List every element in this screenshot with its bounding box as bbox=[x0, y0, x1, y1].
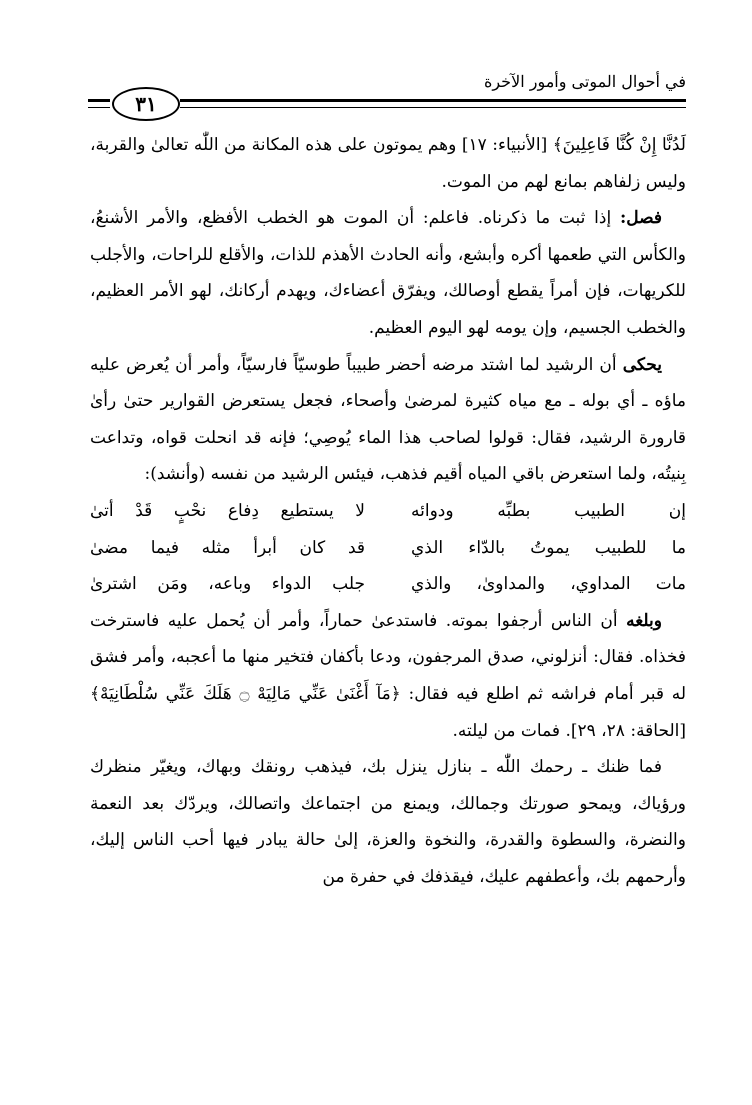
paragraph-4-text: أن الناس أرجفوا بموته. فاستدعىٰ حماراً، وأمر أن يُحمل عليه فاسترخت فخذاه. فقال: أنزلوني، صدق المرجفون، ودعا بأكفان فتخير منها ما أعجبه، وأمر فشق له قبر أمام فراشه ثم اطلع فيه فقال: ﴿مَآ أَغْنَىٰ عَنِّي مَالِيَهْ ۝ هَلَكَ عَنِّي سُلْطَانِيَهْ﴾ [الحاقة: ٢٨، ٢٩]. فمات من ليلته. bbox=[90, 610, 686, 741]
page-header bbox=[88, 62, 686, 122]
running-title: في أحوال الموتى وأمور الآخرة bbox=[483, 72, 686, 91]
section-label: فصل: bbox=[619, 208, 662, 229]
poem-hemistich-first: إن الطبيب بطبِّه ودوائه bbox=[411, 500, 686, 521]
poem-verse bbox=[90, 530, 686, 567]
paragraph-5: فما ظنك ـ رحمك اللّٰه ـ بنازل ينزل بك، فيذهب رونقك وبهاك، ويغيّر منظرك ورؤياك، ويمحو صورتك وجمالك، ويمنع من اجتماعك واتصالك، ويردّك بعد النعمة والنضرة، والسطوة والقدرة، والنخوة والعزة، إلىٰ حالة يبادر فيها أحب الناس إليك، وأرحمهم بك، وأعطفهم عليك، فيقذفك في حفرة من bbox=[90, 757, 686, 887]
header-rule-left bbox=[88, 99, 110, 108]
poem-hemistich-second: لا يستطيع دِفاع نحْبٍ قَدْ أتىٰ bbox=[90, 500, 365, 521]
poem-verse bbox=[90, 493, 686, 530]
page-number: ٣١ bbox=[112, 87, 180, 121]
poem bbox=[90, 493, 686, 603]
poem-hemistich-first: مات المداوي، والمداوىٰ، والذي bbox=[411, 574, 686, 595]
paragraph-3 bbox=[90, 347, 686, 493]
paragraph-4-lead: وبلغه bbox=[626, 610, 662, 631]
paragraph-4 bbox=[90, 603, 686, 749]
paragraph-3-text: أن الرشيد لما اشتد مرضه أحضر طبيباً طوسيّاً فارسيّاً، وأمر أن يُعرض عليه ماؤه ـ أي بوله ـ مع مياه كثيرة لمرضىٰ وأصحاء، فجعل يستعرض القوارير حتىٰ رأىٰ قارورة الرشيد، فقال: قولوا لصاحب هذا الماء يُوصِي؛ فإنه قد انحلت قواه، وتداعت بِنيتُه، ولما استعرض باقي المياه أقيم فذهب، فيئس الرشيد من نفسه (وأنشد): bbox=[90, 354, 686, 485]
poem-hemistich-second: قد كان أبرأ مثله فيما مضىٰ bbox=[90, 537, 365, 558]
paragraph-2 bbox=[90, 200, 686, 346]
header-rule bbox=[180, 99, 686, 108]
page-body bbox=[90, 127, 686, 895]
poem-verse bbox=[90, 566, 686, 603]
poem-hemistich-second: جلب الدواء وباعه، ومَن اشترىٰ bbox=[90, 574, 365, 595]
paragraph-1: لَدُنَّا إِنْ كُنَّا فَاعِلِينَ﴾ [الأنبياء: ١٧] وهم يموتون على هذه المكانة من اللّٰه تعالىٰ والقربة، وليس زلفاهم بمانع لهم من الموت. bbox=[90, 135, 686, 192]
paragraph-2-text: إذا ثبت ما ذكرناه. فاعلم: أن الموت هو الخطب الأفظع، والأمر الأشنعُ، والكأس التي طعمها أكره وأبشع، وأنه الحادث الأهذم للذات، والأقلع للراحات، والأجلب للكريهات، فإن أمراً يقطع أوصالك، ويفرّق أعضاءك، ويهدم أركانك، لهو الأمر العظيم، والخطب الجسيم، وإن يومه لهو اليوم العظيم. bbox=[90, 208, 686, 338]
paragraph-3-lead: يحكى bbox=[622, 354, 662, 375]
poem-hemistich-first: ما للطبيب يموتُ بالدّاء الذي bbox=[411, 537, 686, 558]
